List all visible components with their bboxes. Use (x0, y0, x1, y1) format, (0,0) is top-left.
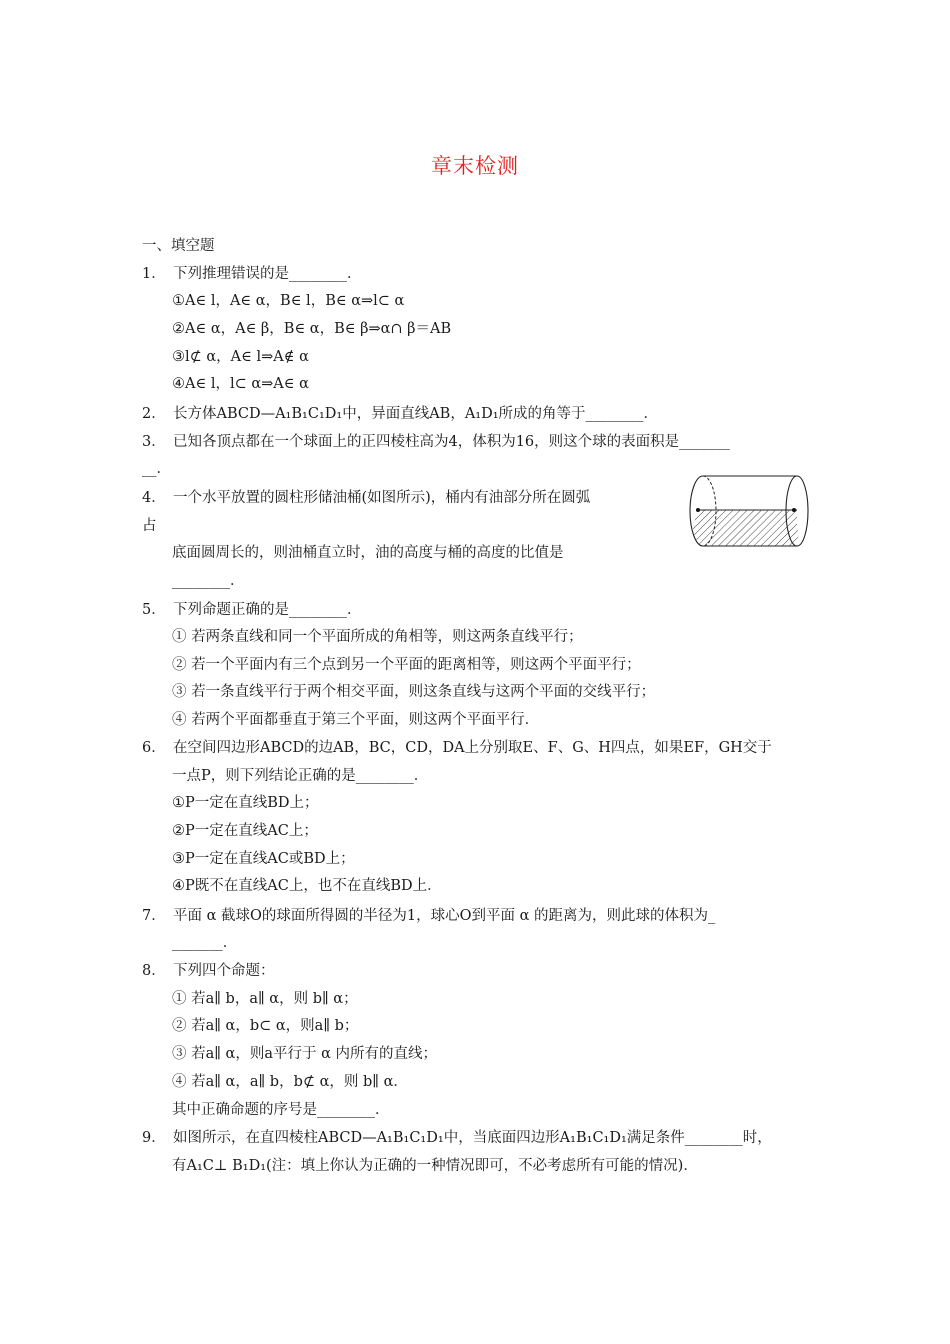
q8-stem: 8． 下列四个命题： (142, 963, 275, 979)
q8-option-3: ③ 若a∥ α，则a平行于 α 内所有的直线； (172, 1046, 438, 1062)
q6-option-4: ④P既不在直线AC上，也不在直线BD上． (172, 878, 442, 894)
q7-stem: 7． 平面 α 截球O的球面所得圆的半径为1，球心O到平面 α 的距离为，则此球的体积为_ (142, 908, 716, 924)
q1-option-4: ④A∈ l，l⊂ α⇒A∈ α (172, 376, 309, 392)
q5-option-4: ④ 若两个平面都垂直于第三个平面，则这两个平面平行． (172, 712, 540, 728)
q3-stem: 3． 已知各顶点都在一个球面上的正四棱柱高为4，体积为16，则这个球的表面积是_______ (142, 434, 730, 450)
q1-option-2: ②A∈ α，A∈ β，B∈ α，B∈ β⇒α∩ β＝AB (172, 321, 452, 337)
q1-option-3: ③l⊄ α，A∈ l⇒A∉ α (172, 349, 309, 365)
q9-stem: 9． 如图所示，在直四棱柱ABCD—A₁B₁C₁D₁中，当底面四边形A₁B₁C₁D₁满足条件________时， (142, 1130, 772, 1146)
q1-option-1: ①A∈ l，A∈ α，B∈ l，B∈ α⇒l⊂ α (172, 293, 405, 309)
q7-blank: _______． (172, 935, 238, 951)
q4-stem-cont: 占 (142, 518, 157, 534)
q6-option-3: ③P一定在直线AC或BD上； (172, 851, 355, 867)
q6-option-2: ②P一定在直线AC上； (172, 823, 318, 839)
q9-stem-cont: 有A₁C⊥ B₁D₁(注：填上你认为正确的一种情况即可，不必考虑所有可能的情况)． (172, 1158, 698, 1174)
q4-blank: ________． (172, 573, 245, 589)
q1-stem: 1． 下列推理错误的是________． (142, 266, 362, 282)
section-heading: 一、填空题 (142, 238, 215, 254)
q5-option-2: ② 若一个平面内有三个点到另一个平面的距离相等，则这两个平面平行； (172, 657, 641, 673)
q6-option-1: ①P一定在直线BD上； (172, 795, 319, 811)
q3-stem-cont: __． (142, 461, 171, 477)
q4-stem-line2: 底面圆周长的，则油桶直立时，油的高度与桶的高度的比值是 (172, 545, 564, 561)
q5-option-3: ③ 若一条直线平行于两个相交平面，则这条直线与这两个平面的交线平行； (172, 684, 656, 700)
q5-option-1: ① 若两条直线和同一个平面所成的角相等，则这两条直线平行； (172, 629, 583, 645)
q4-stem: 4． 一个水平放置的圆柱形储油桶(如图所示)，桶内有油部分所在圆弧 (142, 490, 591, 506)
q8-option-2: ② 若a∥ α，b⊂ α，则a∥ b； (172, 1018, 359, 1034)
q6-stem-cont: 一点P，则下列结论正确的是________． (172, 768, 429, 784)
q5-stem: 5． 下列命题正确的是________． (142, 602, 362, 618)
q2-stem: 2． 长方体ABCD—A₁B₁C₁D₁中，异面直线AB，A₁D₁所成的角等于________． (142, 406, 659, 422)
q8-option-4: ④ 若a∥ α，a∥ b，b⊄ α，则 b∥ α． (172, 1074, 408, 1090)
q8-option-1: ① 若a∥ b，a∥ α，则 b∥ α； (172, 991, 358, 1007)
oil-barrel-figure (684, 474, 810, 550)
page-title: 章末检测 (431, 154, 519, 178)
q6-stem: 6． 在空间四边形ABCD的边AB，BC，CD，DA上分别取E、F、G、H四点，如果EF，GH交于 (142, 740, 772, 756)
q8-answer-prompt: 其中正确命题的序号是________． (172, 1102, 390, 1118)
